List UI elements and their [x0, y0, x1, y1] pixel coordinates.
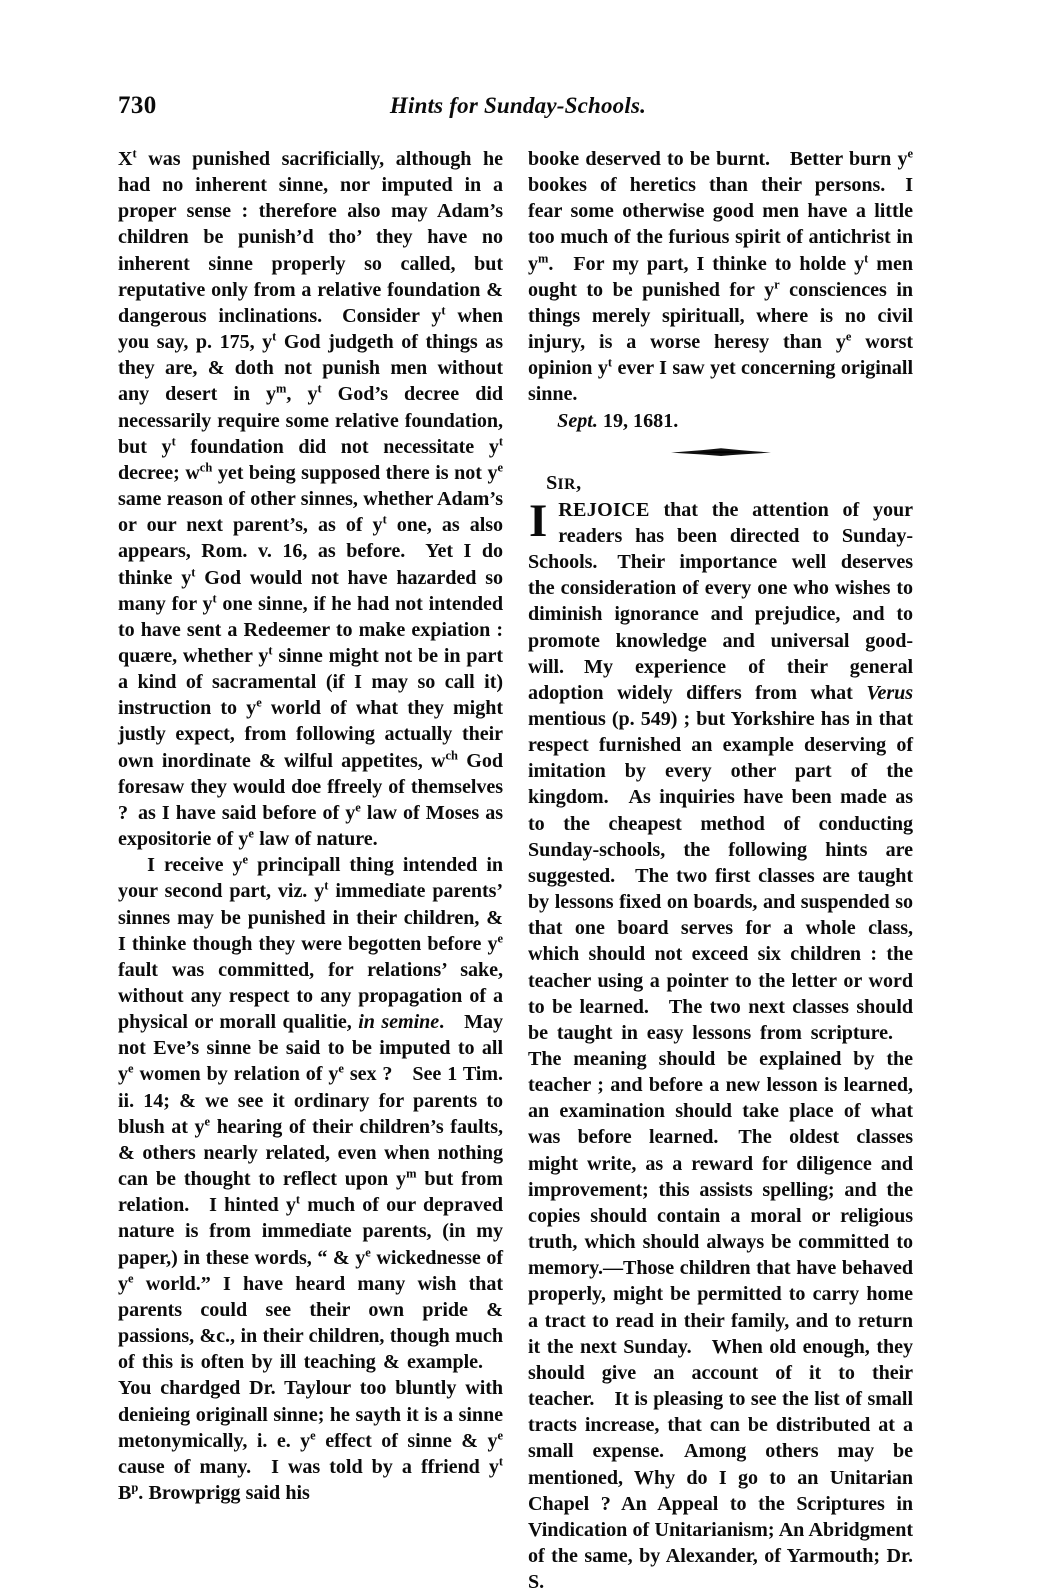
page-folio-number: 730: [118, 92, 157, 119]
superscript-abbreviation: t: [317, 381, 322, 396]
dateline-month: Sept.: [557, 409, 598, 432]
paragraph-with-dropcap: [528, 494, 913, 1595]
superscript-abbreviation: m: [406, 1166, 417, 1181]
superscript-abbreviation: p: [131, 1480, 139, 1495]
paragraph-body: that the attention of your readers has been directed to Sunday-Schools. Their importance well deserves the consideration of every one who wishes to diminish ignorance and prejudice, and to promote knowledge and universal good-will. My experience of their general adoption widely differs from what Verus mentious (p. 549) ; but Yorkshire has in that respect furnished an example deserving of imitation by every other part of the kingdom. As inquiries have been made as to the cheapest method of conducting Sunday-schools, the following hints are suggested. The two first classes are taught by lessons fixed on boards, and suspended so that one board serves for a whole class, which should not exceed six children : the teacher using a pointer to the letter or word to be learned. The two next classes should be taught in easy lessons from scripture. The meaning should be explained by the teacher ; and before a new lesson is learned, an examination should take place of what was before learned. The oldest classes might write, as a reward for diligence and improvement; this assists spelling; and the copies should contain a moral or religious truth, which should always be committed to memory.—Those children that have behaved properly, might be permitted to carry home a tract to read in their family, and to return it the next Sunday. When old enough, they should give an account of it to their teacher. It is pleasing to see the list of small tracts increase, that can be distributed at a small expense. Among others may be mentioned, Why do I go to an Unitarian Chapel ? An Appeal to the Scriptures in Vindication of Unitarianism; An Abridgment of the same, by Alexander, of Yarmouth; Dr. S.: [528, 498, 913, 1594]
paragraph: $X^t$ was punished sacrificially, although he had no inherent sinne, nor imputed in a proper sense : therefore also may Adam’s children be punish’d tho’ they have no inherent sinne properly so called, but reputative only from a relative foundation & dangerous inclinations. Consider $y^t$ when you say, p. 175, $y^t$ God judgeth of things as they are, & doth not punish men without any desert in $y^m$, $y^t$ God’s decree did necessarily require some relative foundation, but $y^t$ foundation did not necessitate $y^t$ decree; $w^{ch}$ yet being supposed there is not $y^e$ same reason of other sinnes, whether Adam’s or our next parent’s, as of $y^t$ one, as also appears, Rom. v. 16, as before. Yet I do thinke $y^t$ God would not have hazarded so many for $y^t$ one sinne, if he had not intended to have sent a Redeemer to make expiation : quære, whether $y^t$ sinne might not be in part a kind of sacramental (if I may so call it) instruction to $y^e$ world of what they might justly expect, from following actually their own inordinate & wilful appetites, $w^{ch}$ God foresaw they would doe ffreely of themselves ? as I have said before of $y^e$ law of Moses as expositorie of $y^e$ law of nature.: [118, 146, 504, 851]
superscript-abbreviation: e: [128, 1061, 134, 1076]
superscript-abbreviation: e: [128, 1271, 134, 1286]
superscript-abbreviation: e: [497, 460, 503, 475]
superscript-abbreviation: t: [268, 643, 273, 658]
superscript-abbreviation: e: [497, 1427, 503, 1442]
superscript-abbreviation: t: [498, 434, 503, 449]
salutation-smallcaps: IR: [557, 475, 577, 493]
salutation-first-letter: S: [546, 471, 558, 494]
column-left: [118, 146, 503, 1506]
letter-dateline: [528, 408, 913, 434]
superscript-abbreviation: e: [242, 852, 249, 867]
superscript-abbreviation: e: [355, 800, 361, 815]
superscript-abbreviation: t: [171, 434, 176, 449]
paragraph: I receive $y^e$ principall thing intended in your second part, viz. $y^t$ immediate parents’ sinnes may be punished in their children, & I thinke though they were begotten before $y^e$ fault was committed, for relations’ sake, without any respect to any propagation of a physical or morall qualitie, in semine. May not Eve’s sinne be said to be imputed to all $y^e$ women by relation of $y^e$ sex ? See 1 Tim. ii. 14; & we see it ordinary for parents to blush at $y^e$ hearing of their children’s faults, & others nearly related, even when nothing can be thought to reflect upon $y^m$ but from relation. I hinted $y^t$ much of our depraved nature is from immediate parents, (in my paper,) in these words, “ & $y^e$ wickednesse of $y^e$ world.” I have heard many wish that parents could see their own pride & passions, &c., in their children, though much of this is often by ill teaching & example. You chardged Dr. Taylour too bluntly with denieing originall sinne; he sayth it is a sinne metonymically, i. e. $y^e$ effect of sinne & $y^e$ cause of many. I was told by a ffriend $y^t$ $B^p$. Browprigg said his: [118, 852, 504, 1504]
superscript-abbreviation: ch: [199, 460, 213, 475]
superscript-abbreviation: ch: [445, 747, 458, 762]
drop-cap-letter: I: [529, 494, 548, 547]
paragraph: booke deserved to be burnt. Better burn $y^e$ bookes of heretics than their persons. I fear some otherwise good men have a little too much of the furious spirit of antichrist in $y^m$. For my part, I thinke to holde $y^t$ men ought to be punished for $y^r$ consciences in things merely spirituall, where is no civil injury, is a worse heresy than $y^e$ worst opinion $y^t$ ever I saw yet concerning originall sinne.: [528, 146, 913, 406]
superscript-abbreviation: t: [324, 878, 329, 893]
superscript-abbreviation: e: [907, 146, 913, 161]
superscript-abbreviation: t: [132, 146, 137, 161]
running-title: Hints for Sunday-Schools.: [389, 93, 647, 118]
superscript-abbreviation: t: [191, 564, 196, 579]
superscript-abbreviation: m: [538, 250, 549, 265]
superscript-abbreviation: t: [607, 355, 613, 370]
superscript-abbreviation: t: [212, 590, 217, 605]
superscript-abbreviation: e: [256, 695, 262, 710]
superscript-abbreviation: t: [272, 329, 277, 344]
superscript-abbreviation: e: [845, 329, 852, 344]
superscript-abbreviation: t: [498, 1454, 503, 1469]
superscript-abbreviation: e: [204, 1114, 211, 1129]
superscript-abbreviation: m: [276, 381, 287, 396]
column-right: [528, 146, 913, 1595]
superscript-abbreviation: t: [295, 1192, 300, 1207]
superscript-abbreviation: e: [365, 1244, 371, 1259]
superscript-abbreviation: e: [310, 1427, 316, 1442]
superscript-abbreviation: t: [864, 250, 869, 265]
section-divider: [528, 441, 913, 463]
lozenge-rule-icon: [669, 447, 773, 458]
opening-caps-word: REJOICE: [558, 498, 650, 521]
salutation-comma: ,: [576, 471, 582, 494]
superscript-abbreviation: e: [248, 826, 254, 841]
superscript-abbreviation: e: [497, 931, 503, 945]
running-head: [118, 92, 918, 126]
dateline-rest: 19, 1681.: [597, 409, 679, 432]
superscript-abbreviation: t: [382, 512, 387, 527]
italic-phrase: in semine: [358, 1011, 440, 1034]
superscript-abbreviation: e: [338, 1061, 344, 1076]
superscript-abbreviation: r: [774, 277, 780, 292]
letter-salutation: [528, 471, 913, 497]
italic-phrase: Verus: [866, 681, 913, 704]
superscript-abbreviation: t: [441, 303, 446, 318]
